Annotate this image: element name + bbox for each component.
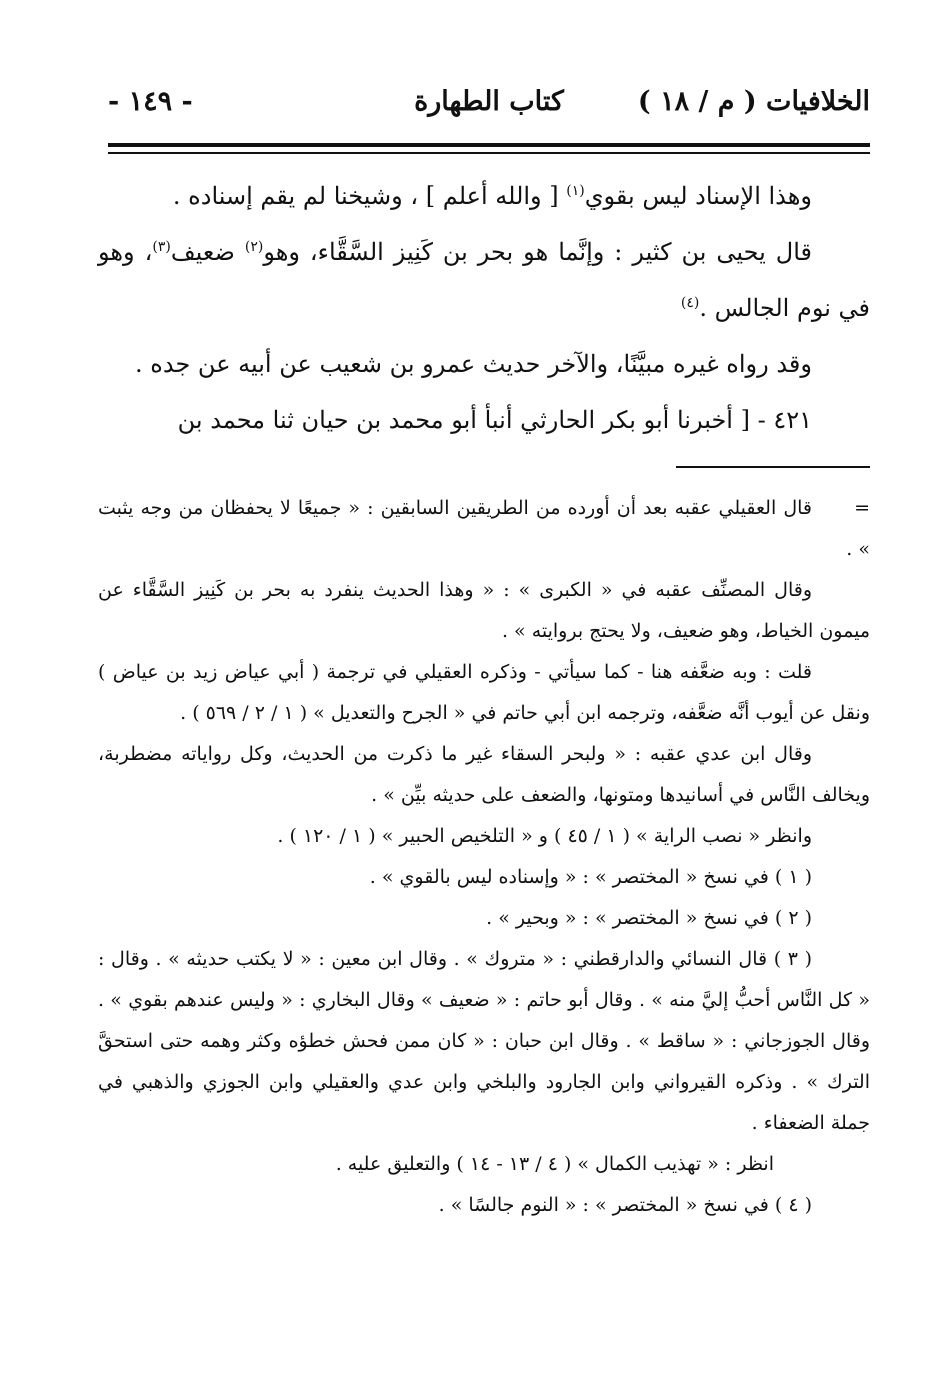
page-number: - ١٤٩ - bbox=[108, 86, 193, 117]
footnote-4: ( ٤ ) في نسخ « المختصر » : « النوم جالسًا » . bbox=[438, 1194, 812, 1216]
footnote-2: ( ٢ ) في نسخ « المختصر » : « وبحير » . bbox=[486, 907, 812, 929]
header-rule-thin bbox=[108, 152, 870, 154]
footnote-paragraph: وقال المصنِّف عقبه في « الكبرى » : « وهذا الحديث ينفرد به بحر بن كَنِيز السَّقَّاء عن ميمون الخياط، وهو ضعيف، ولا يحتج بروايته » . bbox=[98, 579, 870, 642]
footnote-continuation: =قال العقيلي عقبه بعد أن أورده من الطريقين السابقين : « جميعًا لا يحفظان من وجه يثبت » . bbox=[98, 488, 870, 570]
main-paragraph-3: وقد رواه غيره مبيَّنًا، والآخر حديث عمرو بن شعيب عن أبيه عن جده . bbox=[135, 350, 812, 378]
header-rule-thick bbox=[108, 143, 870, 147]
main-paragraph-4: ٤٢١ - [ أخبرنا أبو بكر الحارثي أنبأ أبو محمد بن حيان ثنا محمد بن bbox=[177, 406, 812, 434]
footnote-3-see-also: انظر : « تهذيب الكمال » ( ٤ / ١٣ - ١٤ ) والتعليق عليه . bbox=[335, 1153, 774, 1175]
running-section-title: كتاب الطهارة bbox=[414, 86, 564, 117]
footnote-paragraph: وقال ابن عدي عقبه : « ولبحر السقاء غير ما ذكرت من الحديث، وكل رواياته مضطربة، ويخالف النَّاس في أسانيدها ومتونها، والضعف على حديثه بيِّن » . bbox=[98, 743, 870, 806]
footnote-ref: (١) bbox=[566, 183, 585, 199]
continuation-marker: = bbox=[854, 497, 870, 519]
footnotes bbox=[98, 488, 870, 1226]
footnote-1: ( ١ ) في نسخ « المختصر » : « وإسناده ليس بالقوي » . bbox=[369, 866, 812, 888]
footnote-ref: (٢) bbox=[244, 239, 264, 255]
footnote-separator bbox=[676, 466, 870, 468]
main-text bbox=[98, 168, 870, 448]
footnote-paragraph: قلت : وبه ضعَّفه هنا - كما سيأتي - وذكره العقيلي في ترجمة ( أبي عياض زيد بن عياض ) ونقل عن أيوب أنَّه ضعَّفه، وترجمه ابن أبي حاتم في « الجرح والتعديل » ( ١ / ٢ / ٥٦٩ ) . bbox=[98, 661, 870, 724]
running-book-title: الخلافيات ( م / ١٨ ) bbox=[637, 86, 870, 117]
main-paragraph-1: وهذا الإسناد ليس بقوي$^{(١)}$ [ والله أعلم ] ، وشيخنا لم يقم إسناده . bbox=[172, 182, 812, 210]
page-header bbox=[108, 86, 870, 132]
main-paragraph-2: قال يحيى بن كثير : وإنَّما هو بحر بن كَنِيز السَّقَّاء، وهو$^{(٢)}$ ضعيف$^{(٣)}$، وهو في نوم الجالس .$^{(٤)}$ bbox=[98, 238, 870, 322]
footnote-3: ( ٣ ) قال النسائي والدارقطني : « متروك » . وقال ابن معين : « لا يكتب حديثه » . وقال : « كل النَّاس أحبُّ إليَّ منه » . وقال أبو حاتم : « ضعيف » وقال البخاري : « وليس عندهم بقوي » . وقال الجوزجاني : « ساقط » . وقال ابن حبان : « كان ممن فحش خطؤه وكثر وهمه حتى استحقَّ الترك » . وذكره القيرواني وابن الجارود والبلخي وابن عدي والعقيلي وابن الجوزي والذهبي في جملة الضعفاء . bbox=[98, 948, 870, 1134]
footnote-ref: (٤) bbox=[680, 295, 700, 311]
footnote-paragraph: وانظر « نصب الراية » ( ١ / ٤٥ ) و « التلخيص الحبير » ( ١ / ١٢٠ ) . bbox=[277, 825, 812, 847]
footnote-ref: (٣) bbox=[152, 239, 171, 255]
